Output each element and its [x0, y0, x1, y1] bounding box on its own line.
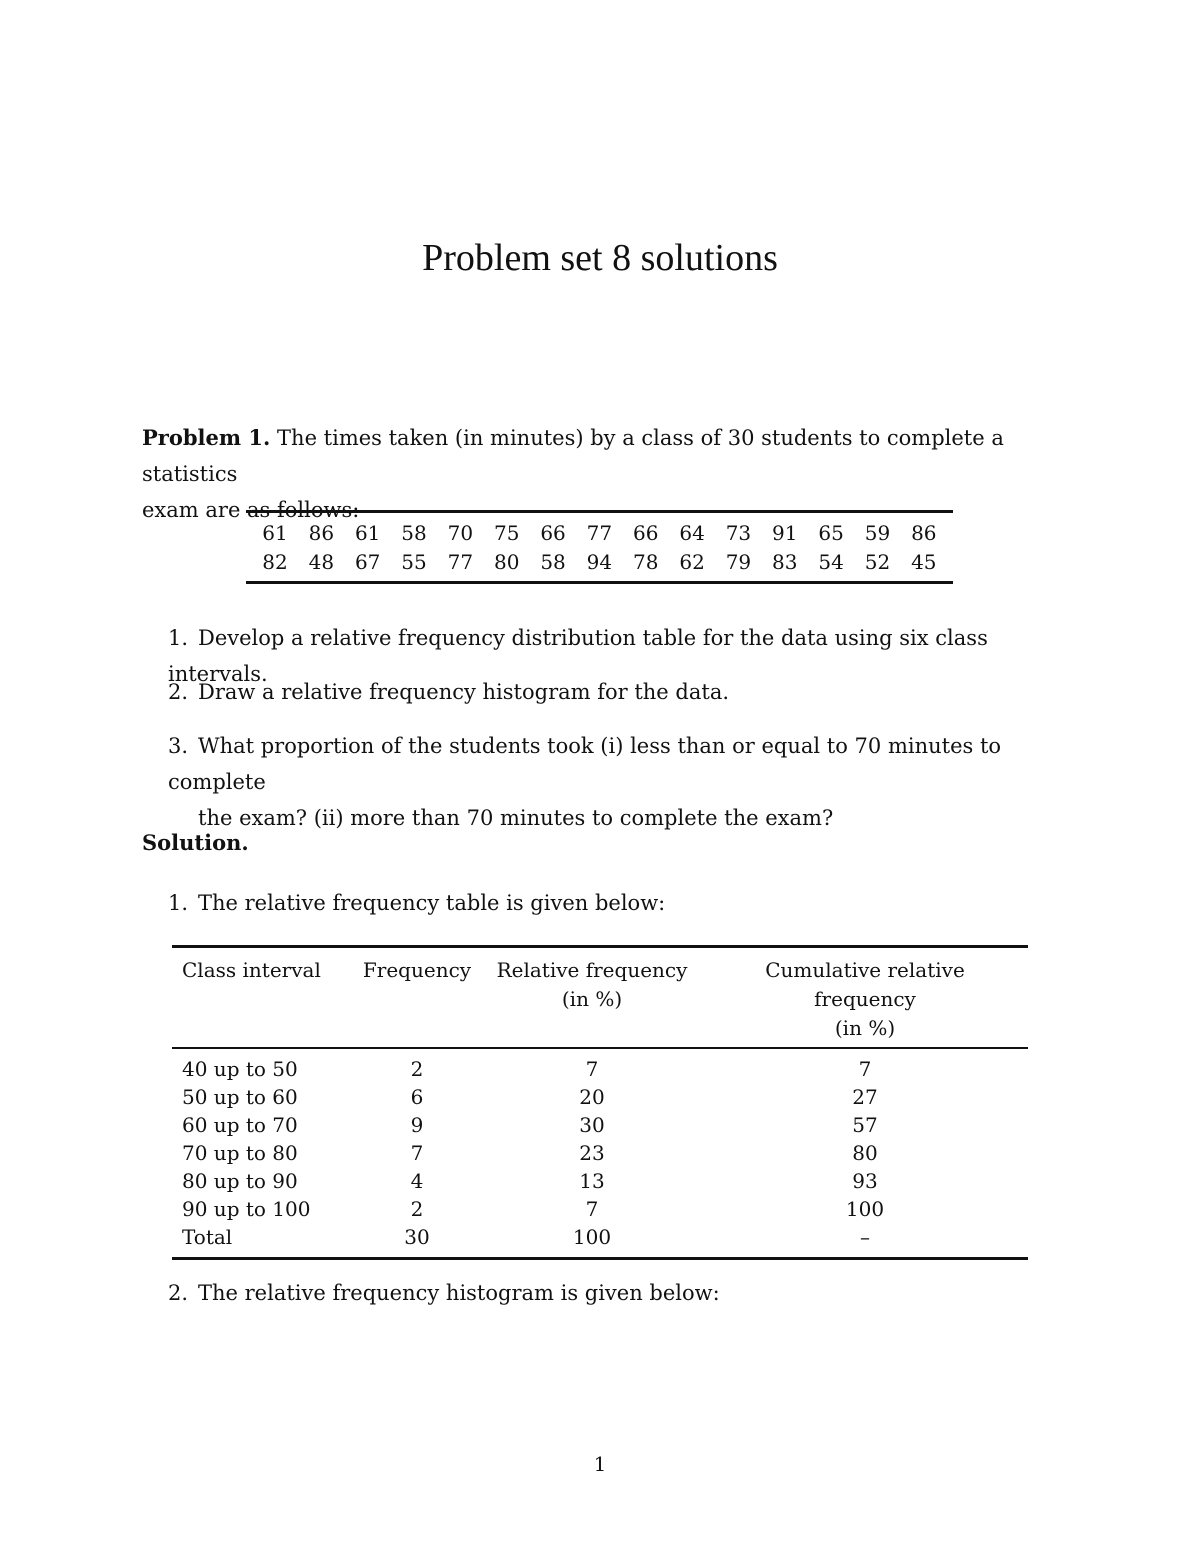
data-cell: 65: [818, 521, 844, 545]
header-relative-frequency: Relative frequency (in %): [496, 958, 688, 1011]
data-cell: 52: [864, 550, 891, 574]
data-cell: 70: [447, 521, 474, 545]
table-row: 80 up to 90 4 13 93: [182, 1169, 878, 1193]
data-cell: 66: [633, 521, 659, 545]
data-cell: 94: [586, 550, 613, 574]
exam-times-table: [246, 510, 953, 584]
data-cell: 86: [308, 521, 335, 545]
data-cell: 86: [911, 521, 937, 545]
page-title: Problem set 8 solutions: [422, 237, 778, 279]
problem-text-1: The times taken (in minutes) by a class of 30 students to complete a statistics: [142, 426, 1004, 486]
question-text: Develop a relative frequency distribution table for the data using six class intervals.: [168, 626, 988, 686]
header-cumulative-frequency: Cumulative relative frequency (in %): [765, 958, 965, 1040]
page-number: 1: [593, 1452, 607, 1476]
data-row-2: [246, 548, 953, 577]
data-cell: 80: [493, 550, 520, 574]
table-header-row: [172, 947, 1028, 1049]
data-row-1: [246, 519, 953, 548]
question-number: 3.: [168, 734, 189, 758]
data-cell: 78: [633, 550, 659, 574]
item-number: 1.: [168, 891, 189, 915]
data-cell: 48: [308, 550, 335, 574]
item-text: The relative frequency histogram is given below:: [198, 1281, 720, 1305]
data-cell: 55: [401, 550, 427, 574]
relative-frequency-table: [172, 945, 1028, 1260]
table-row: 60 up to 70 9 30 57: [182, 1113, 878, 1137]
data-cell: 77: [447, 550, 474, 574]
table-row: 90 up to 100 2 7 100: [182, 1197, 885, 1221]
solution-heading: [142, 825, 1072, 861]
question-text-cont: the exam? (ii) more than 70 minutes to complete the exam?: [198, 806, 834, 830]
problem-label: Problem 1.: [142, 425, 271, 450]
data-cell: 45: [911, 550, 937, 574]
question-2: [168, 674, 1068, 710]
question-text: Draw a relative frequency histogram for the data.: [198, 680, 730, 704]
question-number: 2.: [168, 680, 189, 704]
table-total-row: Total 30 100 –: [172, 1223, 1028, 1259]
problem-line-2: exam are as follows:: [142, 498, 360, 522]
problem-line-1: [142, 420, 1072, 492]
table-row: 40 up to 50 2 7 7: [182, 1057, 872, 1081]
data-cell: 58: [401, 521, 427, 545]
data-cell: 54: [818, 550, 844, 574]
data-cell: 61: [354, 521, 381, 545]
data-cell: 62: [679, 550, 705, 574]
data-cell: 77: [586, 521, 613, 545]
header-class-interval: Class interval: [182, 958, 321, 982]
data-cell: 83: [772, 550, 798, 574]
data-cell: 75: [493, 521, 520, 545]
data-cell: 66: [540, 521, 566, 545]
table-row: 70 up to 80 7 23 80: [182, 1141, 878, 1165]
data-cell: 79: [725, 550, 752, 574]
item-number: 2.: [168, 1281, 189, 1305]
data-cell: 82: [262, 550, 288, 574]
solution-item-1: [168, 885, 1068, 921]
table-row: 50 up to 60 6 20 27: [182, 1085, 878, 1109]
data-cell: 67: [354, 550, 381, 574]
data-cell: 91: [772, 521, 798, 545]
data-cell: 58: [540, 550, 566, 574]
question-number: 1.: [168, 626, 189, 650]
question-3: [168, 728, 1068, 836]
data-cell: 61: [262, 521, 288, 545]
header-frequency: Frequency: [362, 958, 472, 982]
data-cell: 59: [864, 521, 891, 545]
solution-item-2: [168, 1275, 1068, 1311]
solution-label: Solution.: [142, 830, 249, 855]
question-text: What proportion of the students took (i) less than or equal to 70 minutes to complete: [168, 734, 1002, 794]
data-cell: 73: [725, 521, 752, 545]
data-cell: 64: [679, 521, 705, 545]
item-text: The relative frequency table is given below:: [198, 891, 666, 915]
